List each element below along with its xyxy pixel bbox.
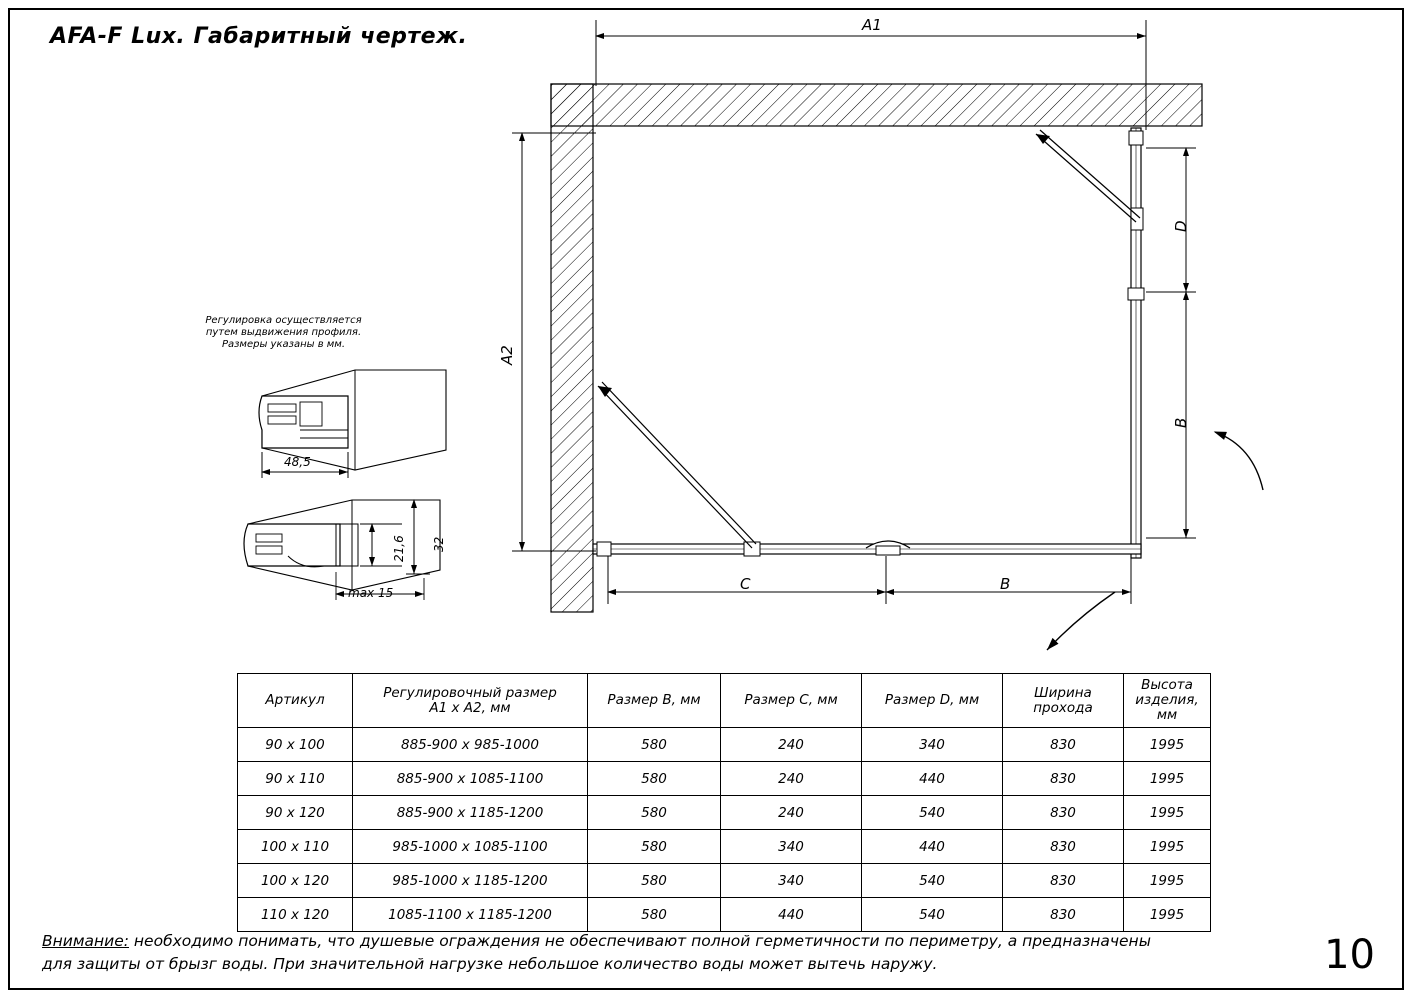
cell-height: 1995 (1124, 762, 1211, 796)
cell-b: 580 (588, 864, 721, 898)
enclosure-outline (593, 126, 1202, 560)
dimension-label-d: D (1172, 220, 1190, 232)
swing-arrows (1047, 432, 1263, 650)
cell-adjust: 885-900 x 1085-1100 (353, 762, 588, 796)
th-size-c: Размер C, мм (721, 674, 862, 728)
dimension-label-b-bottom: B (1000, 575, 1011, 593)
door-swing-lines (598, 130, 1140, 548)
cell-height: 1995 (1124, 830, 1211, 864)
cell-adjust: 885-900 x 985-1000 (353, 728, 588, 762)
th-size-d: Размер D, мм (862, 674, 1003, 728)
warning-note (42, 930, 1152, 976)
th-adjust-size: Регулировочный размер A1 x A2, мм (353, 674, 588, 728)
cell-b: 580 (588, 762, 721, 796)
cell-d: 540 (862, 796, 1003, 830)
table-header-row (238, 674, 1211, 728)
dimension-label-a2: A2 (498, 345, 516, 365)
cell-width: 830 (1003, 728, 1124, 762)
table-row (238, 796, 1211, 830)
cell-b: 580 (588, 796, 721, 830)
profile-note: Регулировка осуществляется путем выдвижения профиля. Размеры указаны в мм. (205, 315, 362, 350)
page-title: AFA-F Lux. Габаритный чертеж. (50, 24, 468, 49)
cell-article: 90 x 100 (238, 728, 353, 762)
cell-article: 90 x 120 (238, 796, 353, 830)
cell-c: 440 (721, 898, 862, 932)
table-row (238, 830, 1211, 864)
th-passage-width: Ширина прохода (1003, 674, 1124, 728)
warning-text: необходимо понимать, что душевые ограждения не обеспечивают полной герметичности по периметру, а предназначены для защиты от брызг воды. При значительной нагрузке небольшое количество воды может вытечь наружу. (42, 932, 1151, 973)
cell-adjust: 985-1000 x 1085-1100 (353, 830, 588, 864)
cell-c: 340 (721, 830, 862, 864)
cell-adjust: 985-1000 x 1185-1200 (353, 864, 588, 898)
cell-height: 1995 (1124, 898, 1211, 932)
cell-d: 440 (862, 762, 1003, 796)
cell-article: 100 x 120 (238, 864, 353, 898)
cell-b: 580 (588, 830, 721, 864)
cell-adjust: 1085-1100 x 1185-1200 (353, 898, 588, 932)
cell-width: 830 (1003, 762, 1124, 796)
cell-article: 90 x 110 (238, 762, 353, 796)
cell-height: 1995 (1124, 864, 1211, 898)
cell-d: 340 (862, 728, 1003, 762)
cell-d: 540 (862, 898, 1003, 932)
profile-section-bottom (244, 500, 440, 600)
table-row (238, 864, 1211, 898)
table-row (238, 728, 1211, 762)
cell-height: 1995 (1124, 728, 1211, 762)
cell-width: 830 (1003, 864, 1124, 898)
th-article: Артикул (238, 674, 353, 728)
cell-b: 580 (588, 728, 721, 762)
cell-d: 540 (862, 864, 1003, 898)
dimension-label-c: C (740, 575, 751, 593)
warning-keyword: Внимание: (42, 932, 129, 950)
cell-b: 580 (588, 898, 721, 932)
dimension-label-48-5: 48,5 (284, 455, 311, 469)
table-row (238, 898, 1211, 932)
cell-article: 100 x 110 (238, 830, 353, 864)
glass-panels (593, 128, 1141, 558)
dimension-label-32: 32 (432, 536, 446, 552)
cell-article: 110 x 120 (238, 898, 353, 932)
page-number: 10 (1324, 932, 1375, 978)
cell-height: 1995 (1124, 796, 1211, 830)
table-row (238, 762, 1211, 796)
cell-c: 240 (721, 728, 862, 762)
cell-width: 830 (1003, 796, 1124, 830)
dimension-label-b-right: B (1172, 417, 1190, 428)
hinge-fittings (597, 131, 1144, 556)
dimension-label-max15: max 15 (348, 586, 394, 600)
cell-width: 830 (1003, 898, 1124, 932)
dimension-label-21-6: 21,6 (392, 535, 406, 562)
cell-d: 440 (862, 830, 1003, 864)
cell-c: 340 (721, 864, 862, 898)
th-product-height: Высота изделия, мм (1124, 674, 1211, 728)
cell-width: 830 (1003, 830, 1124, 864)
spec-table (237, 673, 1211, 932)
cell-adjust: 885-900 x 1185-1200 (353, 796, 588, 830)
cell-c: 240 (721, 796, 862, 830)
wall-hatching (551, 84, 1202, 612)
cell-c: 240 (721, 762, 862, 796)
th-size-b: Размер B, мм (588, 674, 721, 728)
dimension-label-a1: A1 (862, 16, 882, 34)
